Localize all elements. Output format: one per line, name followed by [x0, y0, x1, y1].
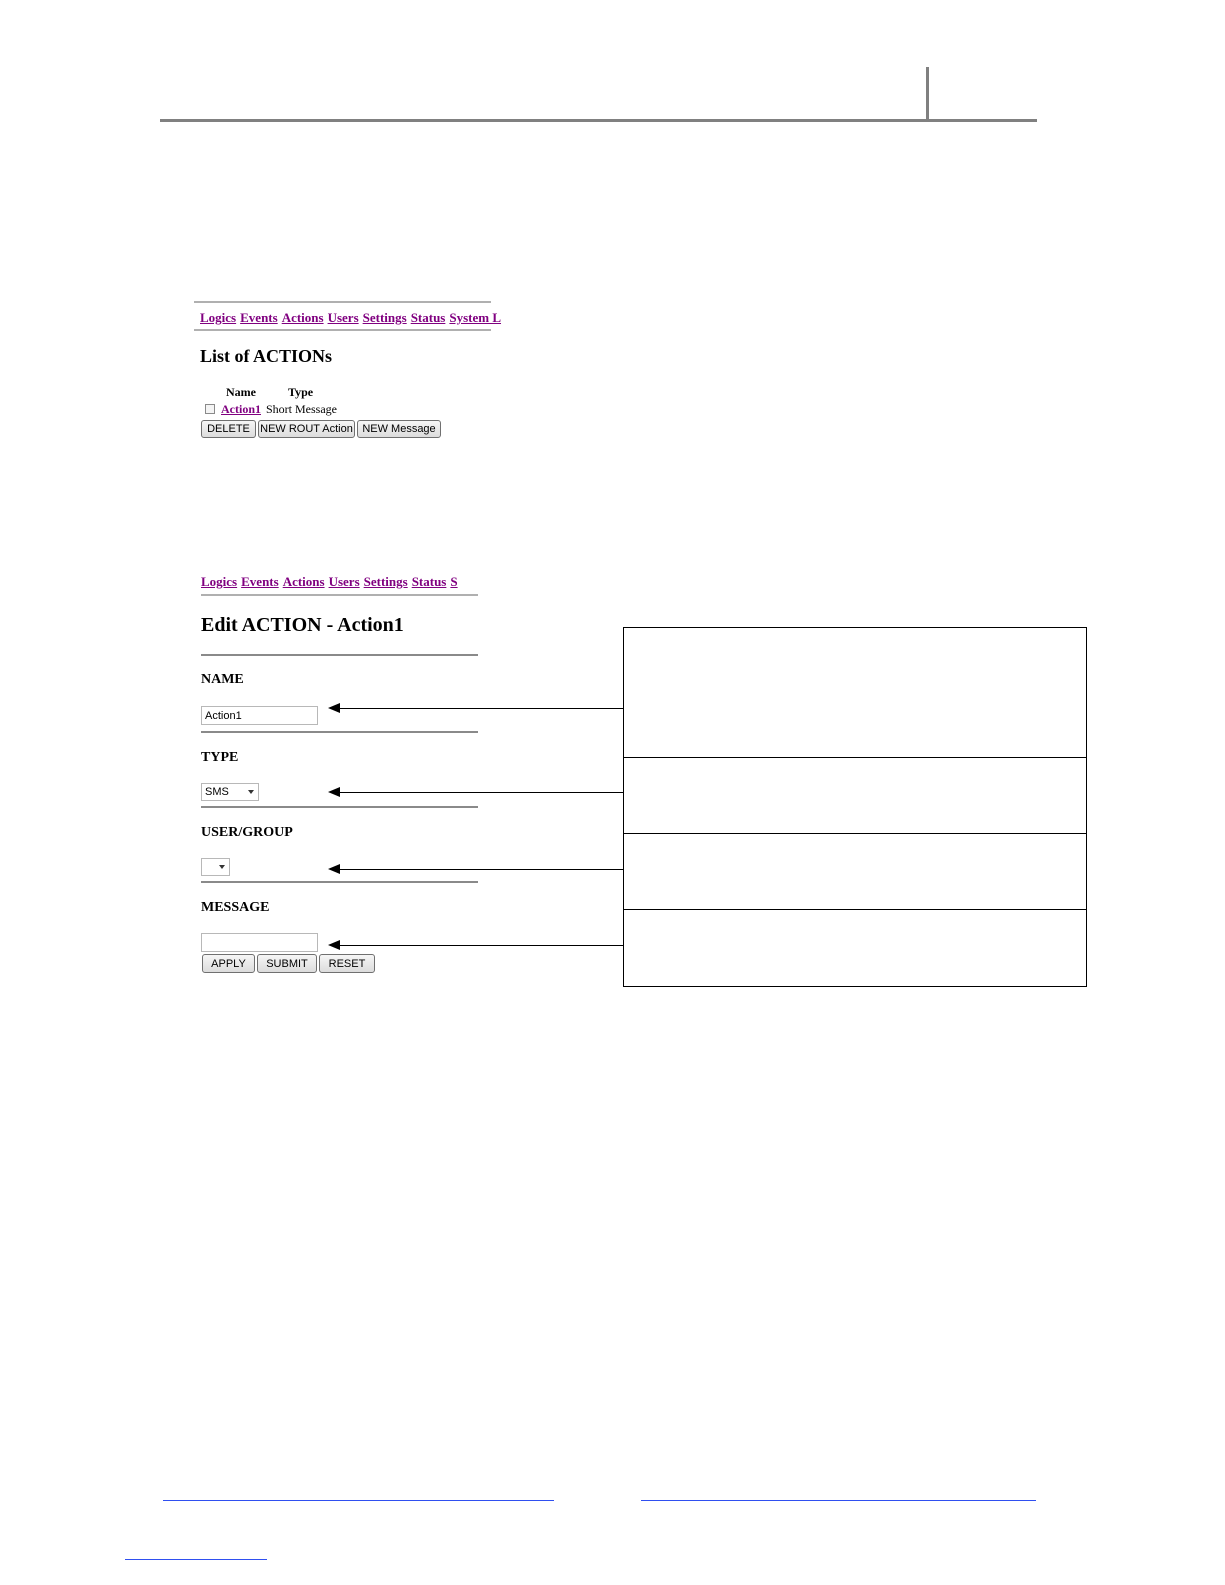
nav-events[interactable]: Events [240, 310, 278, 325]
list-title: List of ACTIONs [200, 346, 333, 366]
arrow-head-icon [328, 703, 340, 713]
user-group-select[interactable] [201, 858, 230, 876]
new-rout-action-button[interactable]: NEW ROUT Action [258, 420, 355, 438]
apply-button[interactable]: APPLY [202, 954, 255, 973]
message-label: MESSAGE [201, 900, 270, 915]
nav-settings[interactable]: Settings [363, 574, 408, 589]
delete-button[interactable]: DELETE [201, 420, 256, 438]
list-nav-rule [194, 329, 491, 331]
nav-system[interactable]: S [450, 574, 458, 589]
nav-users[interactable]: Users [328, 574, 360, 589]
arrow-head-icon [328, 940, 340, 950]
action-type-cell: Short Message [266, 402, 337, 416]
footer-rule-right [641, 1500, 1036, 1501]
nav-system[interactable]: System L [449, 310, 502, 325]
column-header-type: Type [288, 385, 314, 399]
name-input[interactable]: Action1 [201, 706, 318, 725]
list-top-rule [194, 301, 491, 303]
callout-box-type [623, 757, 1087, 834]
nav-actions[interactable]: Actions [282, 574, 325, 589]
user-group-rule [201, 881, 478, 883]
name-rule [201, 731, 478, 733]
type-select[interactable] [201, 783, 259, 801]
submit-button[interactable]: SUBMIT [257, 954, 317, 973]
callout-box-name [623, 627, 1087, 758]
chevron-down-icon [219, 865, 225, 869]
new-message-button[interactable]: NEW Message [357, 420, 441, 438]
edit-nav-rule [201, 594, 478, 596]
name-label: NAME [201, 672, 244, 687]
nav-status[interactable]: Status [411, 574, 447, 589]
callout-box-user-group [623, 833, 1087, 910]
footer-rule-left [163, 1500, 554, 1501]
chevron-down-icon [248, 790, 254, 794]
edit-title: Edit ACTION - Action1 [201, 614, 404, 636]
callout-box-message [623, 909, 1087, 987]
arrow-head-icon [328, 787, 340, 797]
arrow-line-message [338, 945, 624, 946]
arrow-line-name [338, 708, 624, 709]
header-rule [160, 119, 1037, 122]
footer-rule-bottom [125, 1559, 267, 1560]
type-label: TYPE [201, 750, 239, 765]
nav-actions[interactable]: Actions [281, 310, 324, 325]
title-rule [201, 654, 478, 656]
arrow-line-type [338, 792, 624, 793]
nav-status[interactable]: Status [410, 310, 446, 325]
arrow-line-user-group [338, 869, 624, 870]
edit-nav-bar [201, 574, 478, 590]
list-nav-bar [200, 310, 502, 326]
nav-users[interactable]: Users [327, 310, 359, 325]
row-checkbox[interactable] [205, 404, 215, 414]
action-name-link[interactable]: Action1 [221, 402, 261, 416]
type-rule [201, 806, 478, 808]
message-input[interactable] [201, 933, 318, 952]
user-group-label: USER/GROUP [201, 825, 293, 840]
nav-settings[interactable]: Settings [362, 310, 407, 325]
arrow-head-icon [328, 864, 340, 874]
reset-button[interactable]: RESET [319, 954, 375, 973]
nav-logics[interactable]: Logics [201, 574, 238, 589]
nav-logics[interactable]: Logics [200, 310, 237, 325]
column-header-name: Name [226, 385, 256, 399]
header-tick-rule [926, 67, 929, 120]
type-select-value: SMS [205, 786, 229, 798]
nav-events[interactable]: Events [241, 574, 279, 589]
